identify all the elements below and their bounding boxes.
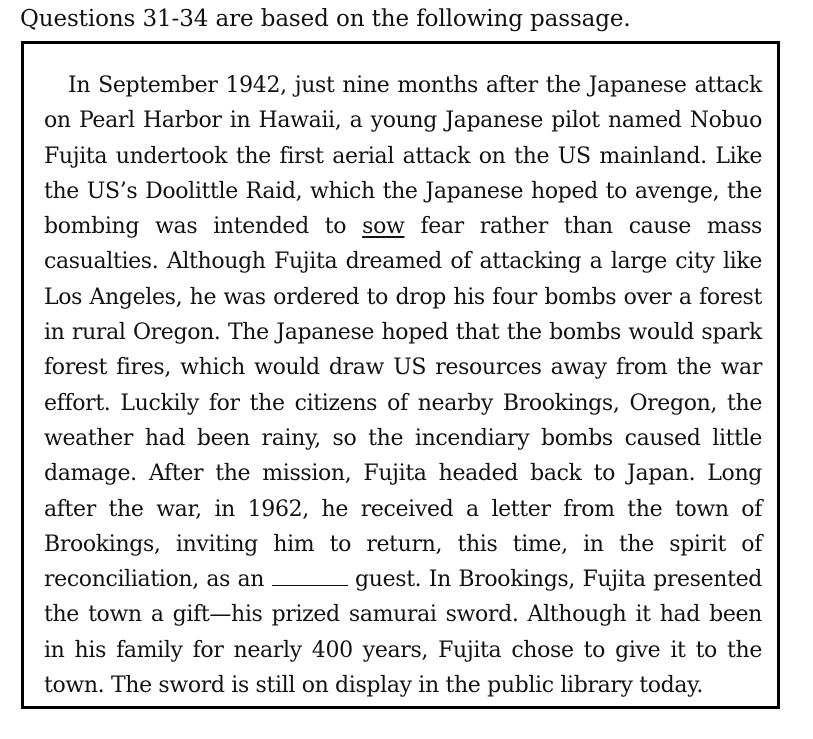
underlined-word-sow: sow: [362, 214, 405, 240]
questions-header: Questions 31-34 are based on the following passage.: [20, 6, 631, 32]
passage-text-part1: In September 1942, just nine months after the Japanese attack on Pearl Harbor in Hawaii, a young Japanese pilot named Nobuo Fujita undertook the first aerial attack on the US mainland. Like the US’s Doolittle Raid, which the Japanese hoped to avenge, the bombing was intended to: [44, 73, 762, 240]
passage-text-part2: fear rather than cause mass casualties. Although Fujita dreamed of attacking a large city like Los Angeles, he was ordered to drop his four bombs over a forest in rural Oregon. The Japanese hoped that the bombs would spark forest fires, which would draw US resources away from the war effort. Luckily for the citizens of nearby Brookings, Oregon, the weather had been rainy, so the incendiary bombs caused little damage. After the mission, Fujita headed back to Japan. Long after the war, in 1962, he received a letter from the town of Brookings, inviting him to return, this time, in the spirit of reconciliation, as an: [44, 214, 762, 593]
passage-box: [21, 41, 780, 709]
fill-in-blank: [272, 567, 348, 586]
passage-text: [44, 68, 762, 703]
passage-text-part3: guest. In Brookings, Fujita presented the town a gift—his prized samurai sword. Although it had been in his family for nearly 400 years, Fujita chose to give it to the town. The sword is still on display in the public library today.: [44, 567, 762, 699]
